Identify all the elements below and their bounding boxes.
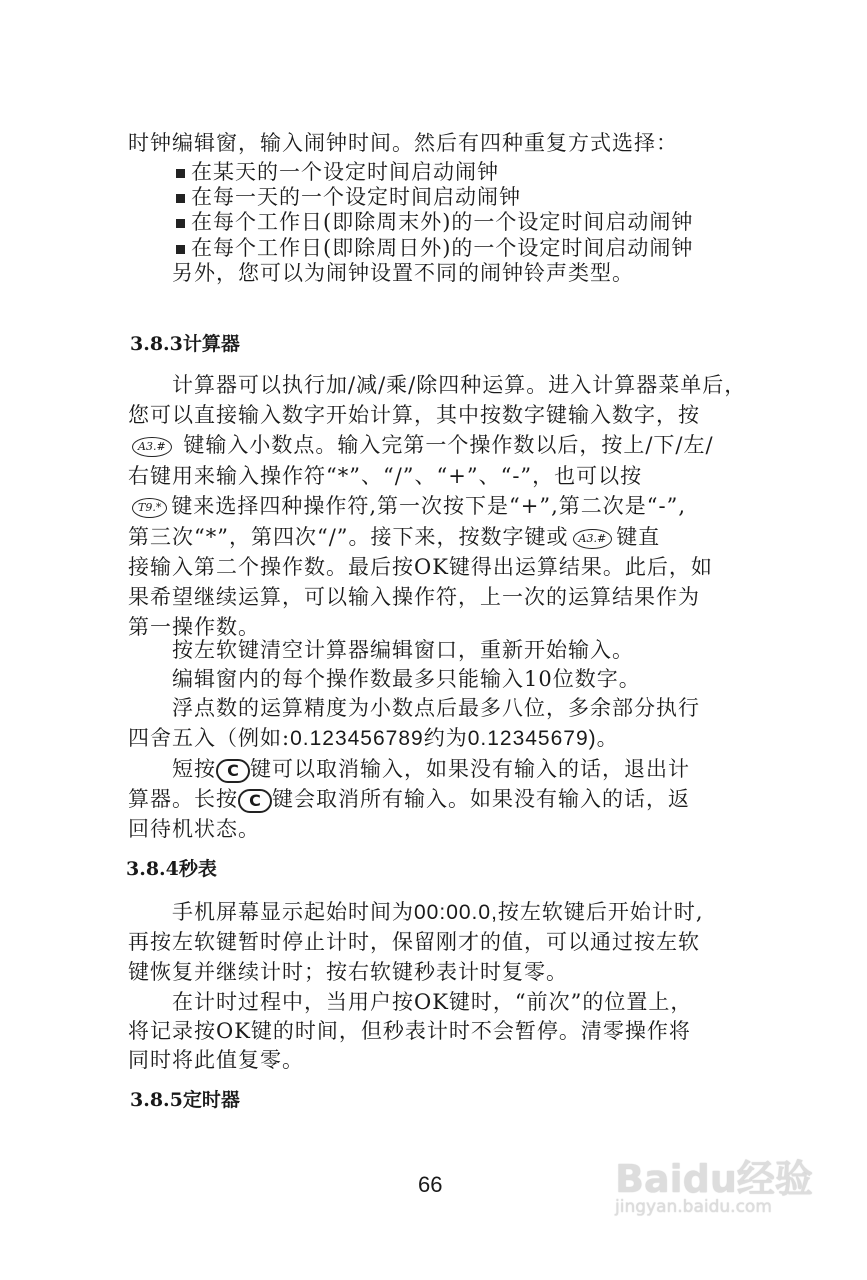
calc-line: 回待机状态。 [128, 817, 260, 841]
bullet-icon [176, 219, 185, 228]
calc-line: 第三次“*”，第四次“/”。接下来，按数字键或 A3.# 键直 [128, 525, 661, 549]
page-number: 66 [418, 1172, 443, 1197]
alarm-outro: 另外，您可以为闹钟设置不同的闹钟铃声类型。 [172, 261, 634, 285]
section-heading-calculator: 3.8.3计算器 [130, 333, 240, 355]
calc-line: 果希望继续运算，可以输入操作符，上一次的运算结果作为 [128, 585, 700, 609]
key-a3-hash-icon: A3.# [573, 529, 613, 549]
alarm-intro: 时钟编辑窗，输入闹钟时间。然后有四种重复方式选择： [128, 131, 678, 155]
bullet-item: 在每个工作日(即除周日外)的一个设定时间启动闹钟 [176, 234, 693, 262]
watermark-url: jingyan.baidu.com [615, 1197, 772, 1217]
stopwatch-line: 将记录按OK键的时间，但秒表计时不会暂停。清零操作将 [128, 1019, 691, 1043]
calc-line: 右键用来输入操作符“*”、“/”、“+”、“-”，也可以按 [128, 464, 643, 488]
calc-line: 您可以直接输入数字开始计算，其中按数字键输入数字，按 [128, 403, 700, 427]
calc-line: 编辑窗内的每个操作数最多只能输入10位数字。 [172, 667, 641, 691]
stopwatch-line: 在计时过程中，当用户按OK键时，“前次”的位置上， [172, 990, 693, 1014]
calc-line: 第一操作数。 [128, 615, 260, 639]
key-c-icon: C [216, 759, 250, 783]
stopwatch-line: 同时将此值复零。 [128, 1048, 304, 1072]
stopwatch-line: 键恢复并继续计时；按右软键秒表计时复零。 [128, 960, 568, 984]
bullet-icon [176, 194, 185, 203]
section-heading-timer: 3.8.5定时器 [130, 1089, 240, 1111]
stopwatch-line: 再按左软键暂时停止计时，保留刚才的值，可以通过按左软 [128, 930, 700, 954]
calc-line: 算器。长按 C 键会取消所有输入。如果没有输入的话，返 [128, 787, 690, 811]
bullet-item: 在每个工作日(即除周末外)的一个设定时间启动闹钟 [176, 208, 693, 236]
calc-line: 计算器可以执行加/减/乘/除四种运算。进入计算器菜单后， [172, 373, 747, 397]
watermark-logo: Baidu经验 [615, 1157, 813, 1201]
baidu-watermark [615, 1148, 813, 1217]
calc-line: 接输入第二个操作数。最后按OK键得出运算结果。此后，如 [128, 555, 713, 579]
calc-line: 短按 C 键可以取消输入，如果没有输入的话，退出计 [172, 757, 690, 781]
calc-line: 四舍五入（例如:0.123456789约为0.12345679)。 [128, 726, 619, 750]
key-c-icon: C [238, 789, 272, 813]
key-t9-star-icon: T9.* [132, 498, 167, 518]
key-a3-hash-icon: A3.# [132, 437, 172, 457]
calc-line: 按左软键清空计算器编辑窗口，重新开始输入。 [172, 638, 634, 662]
calc-line: T9.* 键来选择四种操作符,第一次按下是“+”,第二次是“-”, [128, 492, 686, 520]
section-heading-stopwatch: 3.8.4秒表 [126, 858, 217, 880]
bullet-icon [176, 245, 185, 254]
bullet-icon [176, 169, 185, 178]
calc-line: A3.# 键输入小数点。输入完第一个操作数以后，按上/下/左/ [128, 431, 714, 459]
stopwatch-line: 手机屏幕显示起始时间为00:00.0,按左软键后开始计时, [172, 900, 704, 924]
bullet-item: 在每一天的一个设定时间启动闹钟 [176, 183, 521, 211]
calc-line: 浮点数的运算精度为小数点后最多八位，多余部分执行 [172, 696, 700, 720]
bullet-item: 在某天的一个设定时间启动闹钟 [176, 158, 499, 186]
